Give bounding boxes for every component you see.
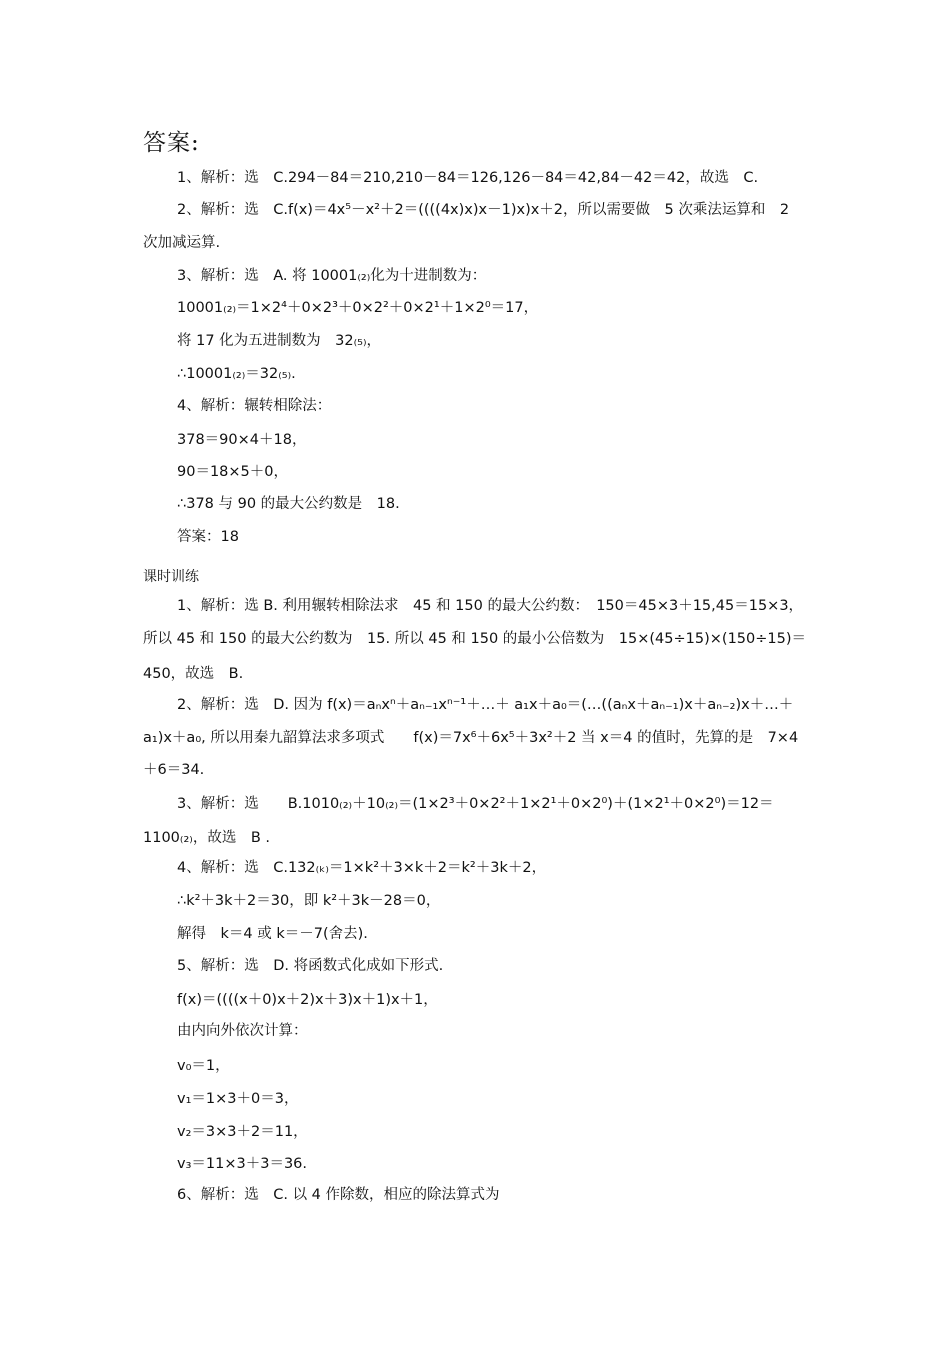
text-line: 1、解析：选 C.294－84＝210,210－84＝126,126－84＝42,84－42＝42，故选 C.	[177, 170, 759, 186]
text-line: 10001₍₂₎＝1×2⁴＋0×2³＋0×2²＋0×2¹＋1×2⁰＝17，	[177, 300, 539, 316]
text-line: v₃＝11×3＋3＝36.	[177, 1156, 308, 1172]
text-line: 答案：18	[177, 529, 239, 545]
text-line: ＋6＝34.	[143, 762, 205, 778]
text-line: 次加减运算.	[143, 235, 221, 251]
text-line: ∴k²＋3k＋2＝30，即 k²＋3k－28＝0，	[177, 893, 441, 909]
text-line: 90＝18×5＋0，	[177, 464, 289, 480]
text-line: 3、解析：选 A. 将 10001₍₂₎化为十进制数为：	[177, 268, 487, 284]
text-line: 450，故选 B.	[143, 666, 244, 682]
text-line: v₁＝1×3＋0＝3，	[177, 1091, 299, 1107]
text-line: v₂＝3×3＋2＝11，	[177, 1124, 308, 1140]
text-line: 1、解析：选 B. 利用辗转相除法求 45 和 150 的最大公约数： 150＝45×3＋15,45＝15×3，	[177, 598, 804, 614]
text-line: 解得 k＝4 或 k＝－7(舍去).	[177, 926, 368, 942]
text-line: 1100₍₂₎，故选 B .	[143, 830, 271, 846]
answer-heading: 答案:	[143, 130, 200, 156]
text-line: 4、解析：辗转相除法：	[177, 398, 332, 414]
text-line: 378＝90×4＋18，	[177, 432, 307, 448]
text-line: 将 17 化为五进制数为 32₍₅₎，	[177, 333, 382, 349]
text-line: 5、解析：选 D. 将函数式化成如下形式.	[177, 958, 444, 974]
text-line: 2、解析：选 C.f(x)＝4x⁵－x²＋2＝((((4x)x)x－1)x)x＋2，所以需要做 5 次乘法运算和 2	[177, 202, 790, 218]
text-line: 所以 45 和 150 的最大公约数为 15. 所以 45 和 150 的最小公倍数为 15×(45÷15)×(150÷15)＝	[143, 631, 806, 647]
text-line: 由内向外依次计算：	[177, 1023, 308, 1039]
text-line: 2、解析：选 D. 因为 f(x)＝aₙxⁿ＋aₙ₋₁xⁿ⁻¹＋…＋ a₁x＋a₀＝(…((aₙx＋aₙ₋₁)x＋aₙ₋₂)x＋…＋	[177, 697, 794, 713]
text-line: f(x)＝((((x＋0)x＋2)x＋3)x＋1)x＋1，	[177, 992, 438, 1008]
text-line: 6、解析：选 C. 以 4 作除数，相应的除法算式为	[177, 1187, 500, 1203]
text-line: ∴10001₍₂₎＝32₍₅₎.	[177, 366, 296, 382]
text-line: ∴378 与 90 的最大公约数是 18.	[177, 496, 400, 512]
text-line: a₁)x＋a₀, 所以用秦九韶算法求多项式 f(x)＝7x⁶＋6x⁵＋3x²＋2 当 x＝4 的值时，先算的是 7×4	[143, 730, 799, 746]
text-line: 4、解析：选 C.132₍ₖ₎＝1×k²＋3×k＋2＝k²＋3k＋2，	[177, 860, 547, 876]
text-line: v₀＝1，	[177, 1058, 230, 1074]
section-title: 课时训练	[143, 569, 199, 585]
text-line: 3、解析：选 B.1010₍₂₎＋10₍₂₎＝(1×2³＋0×2²＋1×2¹＋0×2⁰)＋(1×2¹＋0×2⁰)＝12＝	[177, 796, 774, 812]
